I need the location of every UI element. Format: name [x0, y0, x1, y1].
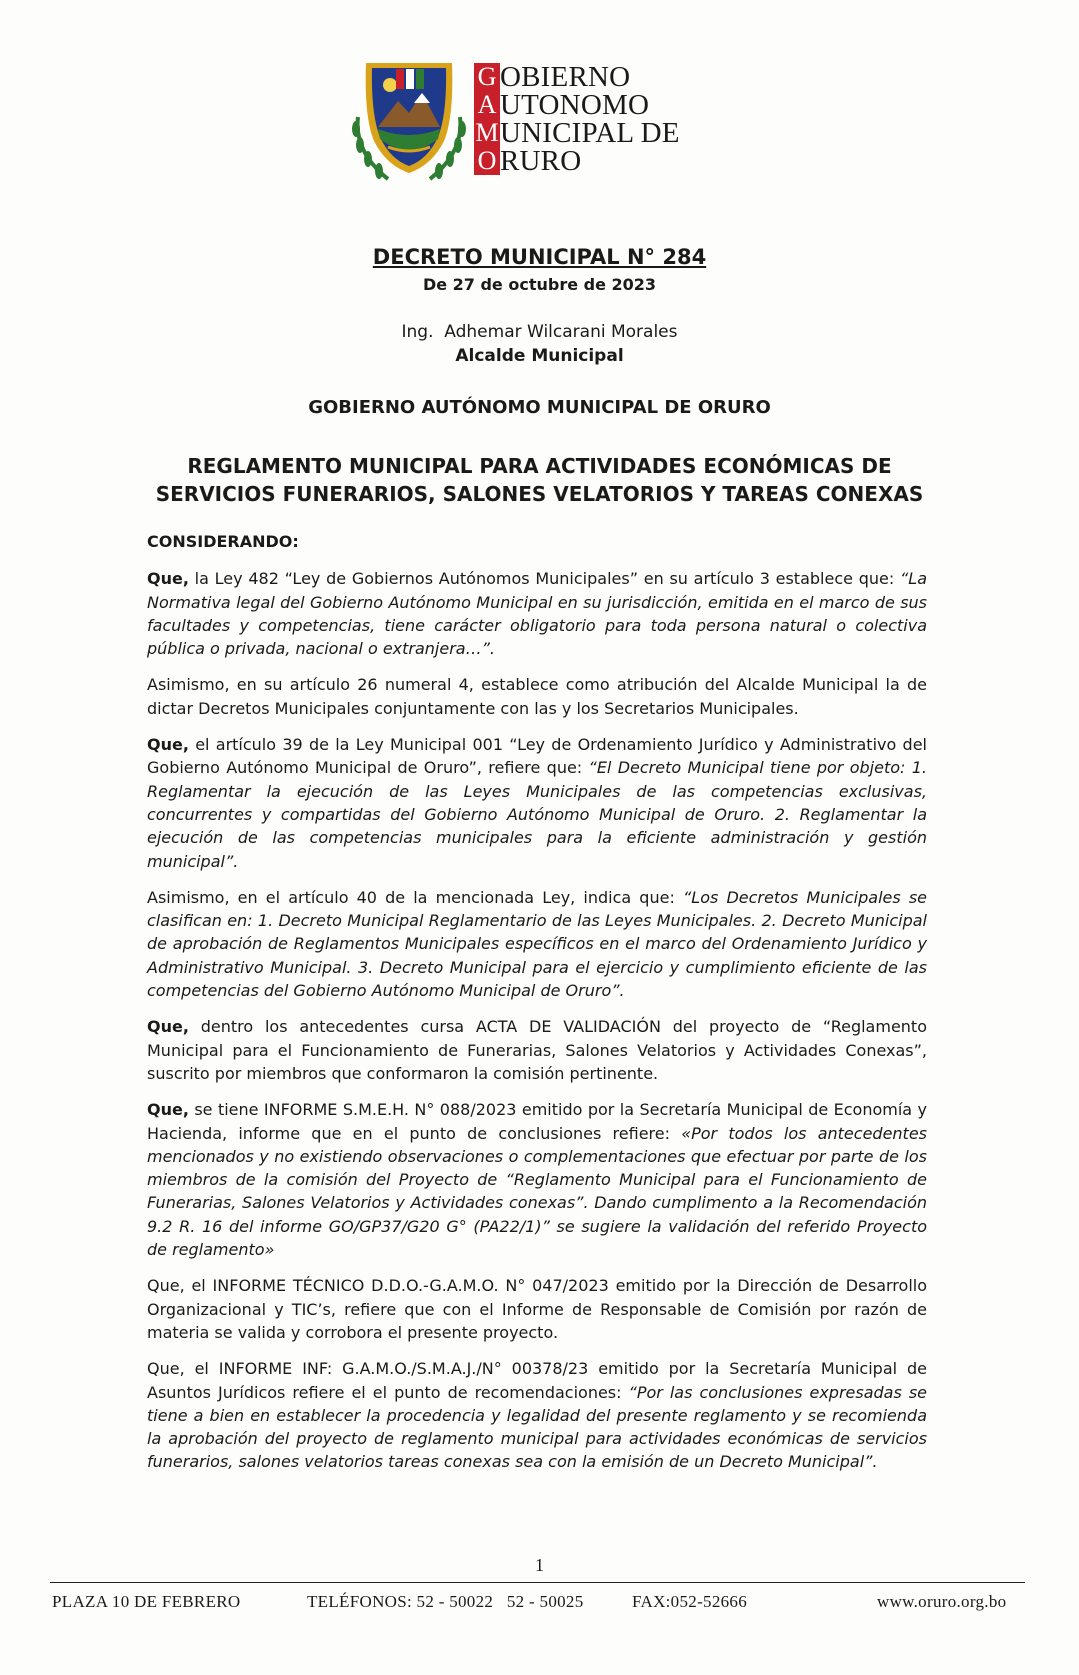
paragraph-quote: “Los Decretos Municipales se clasifican en: 1. Decreto Municipal Reglamentario de las Leyes Municipales. 2. Decreto Municipal de aprobación de Reglamentos Municipales específicos en el marco del Ordenamiento Jurídico y Administrativo Municipal. 3. Decreto Municipal para el ejercicio y cumplimiento eficiente de las competencias del Gobierno Autónomo Municipal de Oruro”. — [147, 887, 928, 1001]
regulation-title-line: REGLAMENTO MUNICIPAL PARA ACTIVIDADES ECONÓMICAS DE — [187, 454, 892, 478]
footer-phones: TELÉFONOS: 52 - 50022 52 - 50025 — [307, 1592, 584, 1611]
logo-letter: O — [474, 147, 500, 175]
paragraph — [147, 733, 927, 873]
logo-word: UNICIPAL DE — [500, 117, 680, 149]
paragraph-text: se tiene INFORME S.M.E.H. N° 088/2023 emitido por la Secretaría Municipal de Economía y Hacienda, informe que en el punto de conclusiones refiere: — [147, 1100, 927, 1143]
paragraph — [147, 886, 927, 1002]
footer-fax: FAX:052-52666 — [632, 1592, 748, 1611]
page-number: 1 — [535, 1555, 544, 1575]
paragraph-text: Asimismo, en el artículo 40 de la mencionada Ley, indica que: — [147, 887, 683, 907]
paragraph — [147, 1098, 927, 1261]
regulation-title — [0, 452, 1079, 508]
decree-title: DECRETO MUNICIPAL N° 284 — [372, 245, 707, 269]
footer-website[interactable]: www.oruro.org.bo — [877, 1592, 1007, 1611]
mayor-role: Alcalde Municipal — [455, 346, 624, 366]
paragraph-lead: Que, — [147, 1017, 189, 1037]
paragraph-lead: Que, — [147, 735, 189, 755]
footer-divider — [50, 1582, 1025, 1583]
paragraph — [147, 567, 927, 660]
logo-letter: A — [474, 91, 500, 119]
paragraph-quote: “El Decreto Municipal tiene por objeto: 1. Reglamentar la ejecución de las Leyes Municipales de las competencias exclusivas, concurrentes y compartidas del Gobierno Autónomo Municipal de Oruro. 2. Reglamentar la ejecución de las competencias municipales para la eficiente administración y gestión municipal”. — [147, 758, 927, 871]
paragraph-quote: «Por todos los antecedentes mencionados y no existiendo observaciones o complementaciones que efectuar por parte de los miembros de la comisión del Proyecto de “Reglamento Municipal para el Funcionamiento de Funerarias, Salones Velatorios y Actividades conexas”. Dando cumplimento a la Recomendación 9.2 R. 16 del informe GO/GP37/G20 G° (PA22/1)” se sugiere la validación del referido Proyecto de reglamento» — [147, 1123, 928, 1260]
logo-word: RURO — [500, 145, 582, 177]
mayor-name: Ing. Adhemar Wilcarani Morales — [401, 322, 678, 342]
government-name: GOBIERNO AUTÓNOMO MUNICIPAL DE ORURO — [308, 397, 771, 418]
logo-letter: M — [475, 118, 499, 147]
paragraph — [147, 1015, 927, 1085]
gamo-acronym — [474, 63, 500, 175]
gamo-name — [500, 63, 680, 175]
logo-letter: G — [474, 63, 500, 91]
paragraph — [147, 1357, 927, 1473]
regulation-title-line: SERVICIOS FUNERARIOS, SALONES VELATORIOS Y TAREAS CONEXAS — [155, 482, 924, 506]
paragraph-lead: Que, — [147, 569, 189, 589]
paragraph-quote: “Por las conclusiones expresadas se tiene a bien en establecer la procedencia y legalidad del presente reglamento y se recomienda la aprobación del proyecto de reglamento municipal para actividades económicas de servicios funerarios, salones velatorios tareas conexas sea con la emisión de un Decreto Municipal”. — [147, 1382, 927, 1472]
paragraph-text: el artículo 39 de la Ley Municipal 001 “Ley de Ordenamiento Jurídico y Administrativo del Gobierno Autónomo Municipal de Oruro”, refiere que: — [147, 735, 927, 778]
footer-address: PLAZA 10 DE FEBRERO — [52, 1592, 241, 1611]
coat-of-arms-icon — [348, 57, 470, 185]
paragraph — [147, 673, 927, 720]
decree-date: De 27 de octubre de 2023 — [422, 275, 657, 294]
paragraph-lead: Que, — [147, 1100, 189, 1120]
document-body — [147, 530, 927, 1487]
paragraph — [147, 1274, 927, 1344]
paragraph-text: la Ley 482 “Ley de Gobiernos Autónomos Municipales” en su artículo 3 establece que: — [188, 569, 900, 589]
paragraph-quote: “La Normativa legal del Gobierno Autónomo Municipal en su jurisdicción, emitida en el marco de sus facultades y competencias, tiene carácter obligatorio para toda persona natural o colectiva pública o privada, nacional o extranjera…”. — [147, 569, 927, 659]
logo-word: OBIERNO — [500, 61, 631, 93]
gamo-logo — [348, 55, 733, 185]
logo-word: UTONOMO — [500, 89, 650, 121]
paragraph-text: dentro los antecedentes cursa ACTA DE VALIDACIÓN del proyecto de “Reglamento Municipal para el Funcionamiento de Funerarias, Salones Velatorios y Actividades Conexas”, suscrito por miembros que conformaron la comisión pertinente. — [147, 1017, 927, 1083]
paragraph-text: Asimismo, en su artículo 26 numeral 4, establece como atribución del Alcalde Municipal la de dictar Decretos Municipales conjuntamente con las y los Secretarios Municipales. — [147, 675, 927, 718]
section-heading: CONSIDERANDO: — [147, 532, 299, 551]
paragraph-text: Que, el INFORME TÉCNICO D.D.O.-G.A.M.O. N° 047/2023 emitido por la Dirección de Desarrollo Organizacional y TIC’s, refiere que con el Informe de Responsable de Comisión por razón de materia se valida y corrobora el presente proyecto. — [147, 1276, 927, 1342]
paragraph-text: Que, el INFORME INF: G.A.M.O./S.M.A.J./N° 00378/23 emitido por la Secretaría Municipal de Asuntos Jurídicos refiere el el punto de recomendaciones: — [147, 1359, 927, 1402]
